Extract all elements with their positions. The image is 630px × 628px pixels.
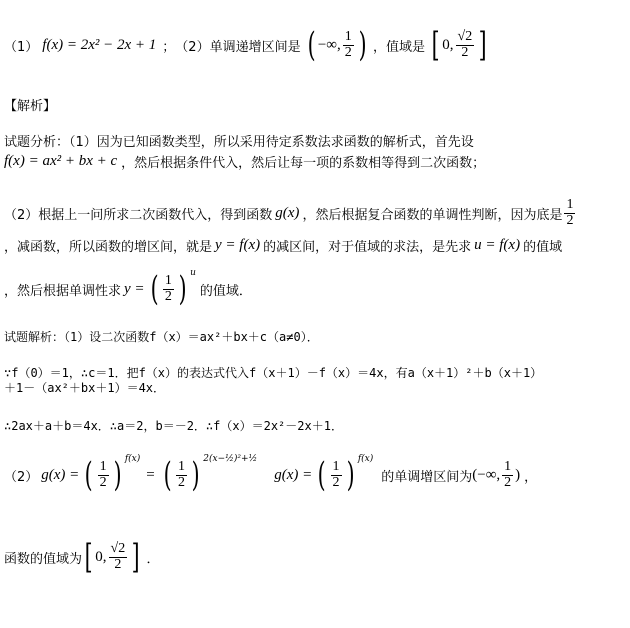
solution-line-5-end: ，	[524, 469, 538, 485]
solution-line-6	[4, 537, 160, 577]
answer-line	[4, 25, 490, 65]
answer-formula: f(x) = 2x² − 2x + 1	[42, 36, 157, 53]
solution-line-1: 试题解析：（1）设二次函数f（x）＝ax²＋bx＋c（a≠0）．	[4, 330, 319, 344]
solution-interval: (−∞,	[472, 466, 501, 483]
solution-gx: g(x) =	[41, 466, 80, 483]
analysis-line-1: 试题分析：（1）因为已知函数类型，所以采用待定系数法求函数的解析式，首先设	[4, 135, 474, 150]
range-interval: [ 0, $\frac{√2}{2}$ ]	[431, 25, 487, 65]
solution-line-6-end: ．	[146, 551, 160, 567]
solution-part2-label: （2）	[4, 469, 39, 485]
analysis-line-3-b: ，然后根据复合函数的单调性判断，因为底是	[302, 207, 563, 223]
analysis-heading: 【解析】	[4, 99, 57, 114]
analysis-y-fx: y = f(x)	[215, 237, 261, 253]
solution-line-4: ∴2ax＋a＋b＝4x．∴a＝2，b＝－2．∴f（x）＝2x²－2x＋1．	[4, 419, 343, 433]
analysis-base-fraction: $\frac{1}{2}$	[566, 197, 574, 228]
analysis-u-fx: u = f(x)	[474, 237, 521, 253]
analysis-line-4	[4, 236, 562, 255]
range-zero: 0,	[442, 36, 454, 53]
solution-range-zero: 0,	[95, 548, 107, 565]
solution-equals: =	[146, 466, 155, 483]
analysis-line-3-a: （2）根据上一问所求二次函数代入，得到函数	[4, 207, 273, 223]
answer-separator: ；	[162, 39, 176, 55]
analysis-line-4-c: 的值域	[523, 240, 563, 255]
solution-gx-2: g(x) =	[274, 466, 313, 483]
solution-half-power-fx-2: ( $\frac{1}{2}$ ) f(x)	[317, 454, 374, 495]
solution-half-power-fx: ( $\frac{1}{2}$ ) f(x)	[84, 454, 141, 495]
solution-interval-fraction: $\frac{1}{2}$	[504, 458, 512, 490]
analysis-half-power: ( $\frac{1}{2}$ ) u	[150, 268, 196, 309]
analysis-line-5-a: ，然后根据单调性求	[4, 283, 122, 299]
answer-part1-label: （1）	[4, 39, 39, 55]
analysis-line-3	[4, 198, 577, 228]
solution-increasing-text: 的单调增区间为	[381, 469, 473, 485]
solution-range-fraction: $\frac{√2}{2}$	[110, 540, 126, 572]
analysis-general-form: f(x) = ax² + bx + c	[4, 153, 118, 169]
interval-left: −∞,	[317, 36, 341, 53]
analysis-y-eq: y =	[124, 280, 145, 297]
range-label: ，值域是	[373, 39, 426, 55]
analysis-line-2	[4, 152, 485, 171]
analysis-line-4-a: ，减函数，所以函数的增区间，就是	[4, 240, 213, 255]
solution-line-5: （2） g(x) = ( $\frac{1}{2}$ ) f(x) = ( $\frac{1}{2}$ ) 2(x−½)²+½ g(x) = ( $\frac{1}{2}$ ) f(x) 的单调增区间为 (−∞, $\frac{1}{2}$ ) ，	[4, 454, 538, 495]
analysis-gx: g(x)	[275, 204, 300, 221]
increasing-interval: ( −∞, $\frac{1}{2}$ )	[307, 25, 367, 65]
analysis-line-4-b: 的减区间，对于值域的求法，是先求	[263, 240, 472, 255]
solution-line-2: ∵f（0）＝1，∴c＝1．把f（x）的表达式代入f（x＋1）－f（x）＝4x，有a（x＋1）²＋b（x＋1）	[4, 366, 543, 380]
range-fraction: $\frac{√2}{2}$	[457, 28, 473, 60]
solution-half-power-expanded: ( $\frac{1}{2}$ ) 2(x−½)²+½	[163, 454, 258, 495]
analysis-line-5-b: 的值域．	[199, 283, 252, 299]
analysis-line-2-text: ，然后根据条件代入，然后让每一项的系数相等得到二次函数；	[121, 156, 486, 171]
solution-range-label: 函数的值域为	[4, 551, 83, 567]
solution-range-interval: [ 0, $\frac{√2}{2}$ ]	[84, 537, 140, 577]
analysis-line-5	[4, 268, 252, 309]
interval-fraction: $\frac{1}{2}$	[344, 28, 352, 60]
answer-part2-label: （2）单调递增区间是	[175, 39, 301, 55]
solution-line-3: ＋1－（ax²＋bx＋1）＝4x．	[4, 381, 166, 395]
